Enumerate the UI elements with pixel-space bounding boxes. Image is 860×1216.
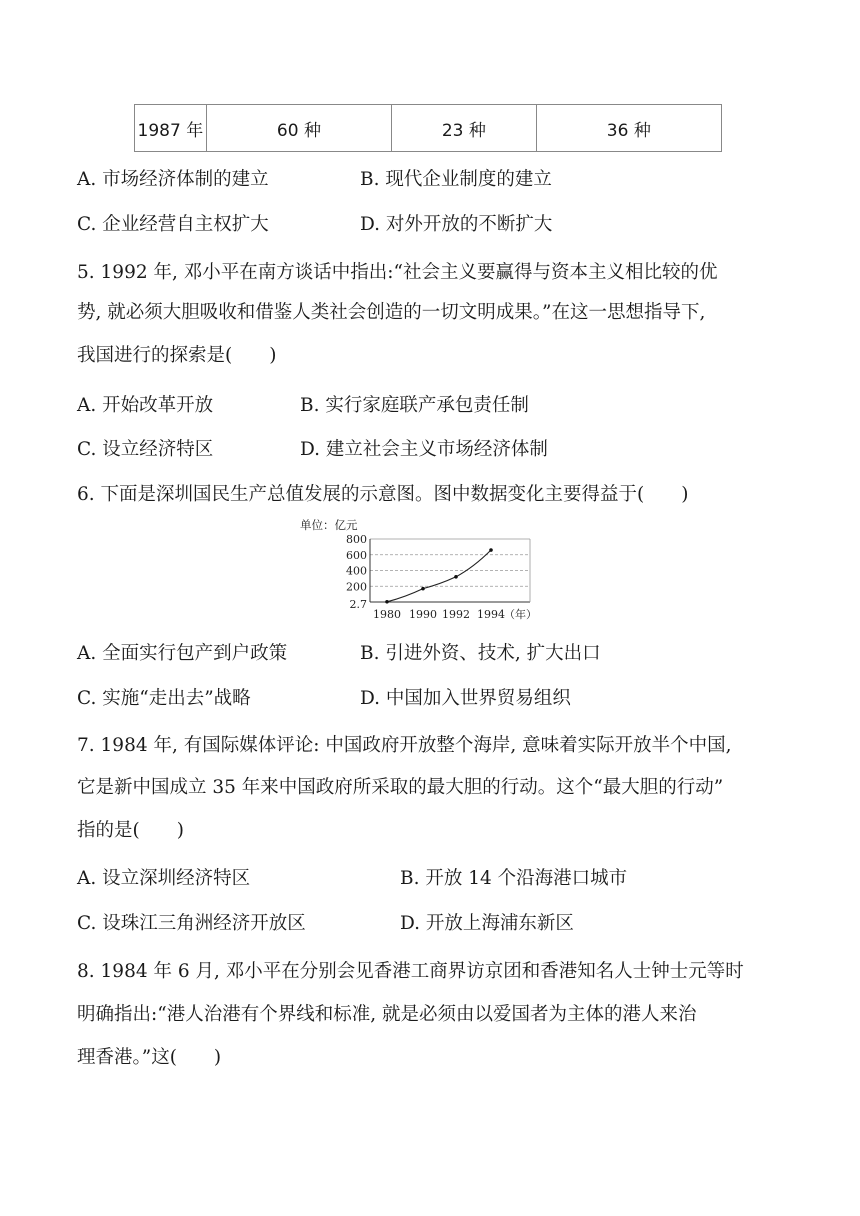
gdp-line-chart — [290, 515, 560, 627]
table-cell: 36 种 — [606, 120, 651, 141]
q8-stem-line-2: 明确指出:“港人治港有个界线和标准, 就是必须由以爱国者为主体的港人来治 — [77, 1004, 697, 1025]
q6-option-b: B. 引进外资、技术, 扩大出口 — [360, 643, 601, 664]
q8-stem-line-3: 理香港。”这( ) — [77, 1047, 222, 1068]
data-table-row — [134, 104, 722, 152]
q5-stem-line-3: 我国进行的探索是( ) — [77, 345, 277, 366]
chart-data-point — [489, 548, 493, 552]
q7-option-d: D. 开放上海浦东新区 — [400, 913, 574, 934]
q4-option-d: D. 对外开放的不断扩大 — [360, 214, 553, 235]
chart-x-tick-label: 1980 — [373, 608, 401, 621]
chart-data-point — [385, 600, 389, 604]
chart-x-tick-label: 1992 — [442, 608, 470, 621]
q7-stem-line-3: 指的是( ) — [77, 820, 184, 841]
q5-option-b: B. 实行家庭联产承包责任制 — [300, 395, 529, 416]
chart-unit-label: 单位：亿元 — [300, 518, 358, 532]
q4-option-b: B. 现代企业制度的建立 — [360, 169, 552, 190]
table-cell: 60 种 — [207, 105, 392, 151]
q7-stem-line-1: 7. 1984 年, 有国际媒体评论: 中国政府开放整个海岸, 意味着实际开放半个中国, — [77, 735, 732, 756]
chart-x-tick-label: 1990 — [409, 608, 437, 621]
q8-stem-line-1: 8. 1984 年 6 月, 邓小平在分别会见香港工商界访京团和香港知名人士钟士元等时 — [77, 961, 744, 982]
q5-stem-line-2: 势, 就必须大胆吸收和借鉴人类社会创造的一切文明成果。”在这一思想指导下, — [77, 302, 706, 323]
q5-option-c: C. 设立经济特区 — [77, 439, 214, 460]
q5-option-d: D. 建立社会主义市场经济体制 — [300, 439, 548, 460]
q5-stem-line-1: 5. 1992 年, 邓小平在南方谈话中指出:“社会主义要赢得与资本主义相比较的优 — [77, 262, 718, 283]
q6-stem-line-1: 6. 下面是深圳国民生产总值发展的示意图。图中数据变化主要得益于( ) — [77, 484, 689, 505]
q4-option-c: C. 企业经营自主权扩大 — [77, 214, 269, 235]
chart-y-tick-label: 800 — [346, 533, 367, 546]
chart-y-tick-label: 600 — [346, 548, 367, 562]
chart-series-line — [387, 550, 491, 602]
q6-option-a: A. 全面实行包产到户政策 — [77, 643, 288, 664]
chart-data-point — [454, 575, 458, 579]
q7-option-a: A. 设立深圳经济特区 — [77, 868, 251, 889]
chart-data-point — [421, 587, 425, 591]
q6-option-c: C. 实施“走出去”战略 — [77, 688, 251, 709]
chart-y-tick-label: 200 — [346, 580, 367, 594]
chart-x-tick-label: 1994 — [477, 608, 505, 621]
q5-option-a: A. 开始改革开放 — [77, 395, 214, 416]
chart-y-tick-label: 2.7 — [349, 598, 367, 611]
q7-stem-line-2: 它是新中国成立 35 年来中国政府所采取的最大胆的行动。这个“最大胆的行动” — [77, 777, 724, 798]
q4-option-a: A. 市场经济体制的建立 — [77, 169, 269, 190]
table-cell: 23 种 — [392, 105, 537, 151]
chart-y-tick-label: 400 — [346, 564, 367, 578]
q6-option-d: D. 中国加入世界贸易组织 — [360, 688, 571, 709]
chart-x-unit-label: （年） — [504, 608, 537, 621]
table-cell-year: 1987 年 — [135, 105, 207, 151]
q7-option-c: C. 设珠江三角洲经济开放区 — [77, 913, 306, 934]
chart-svg — [290, 515, 560, 627]
q7-option-b: B. 开放 14 个沿海港口城市 — [400, 868, 628, 889]
